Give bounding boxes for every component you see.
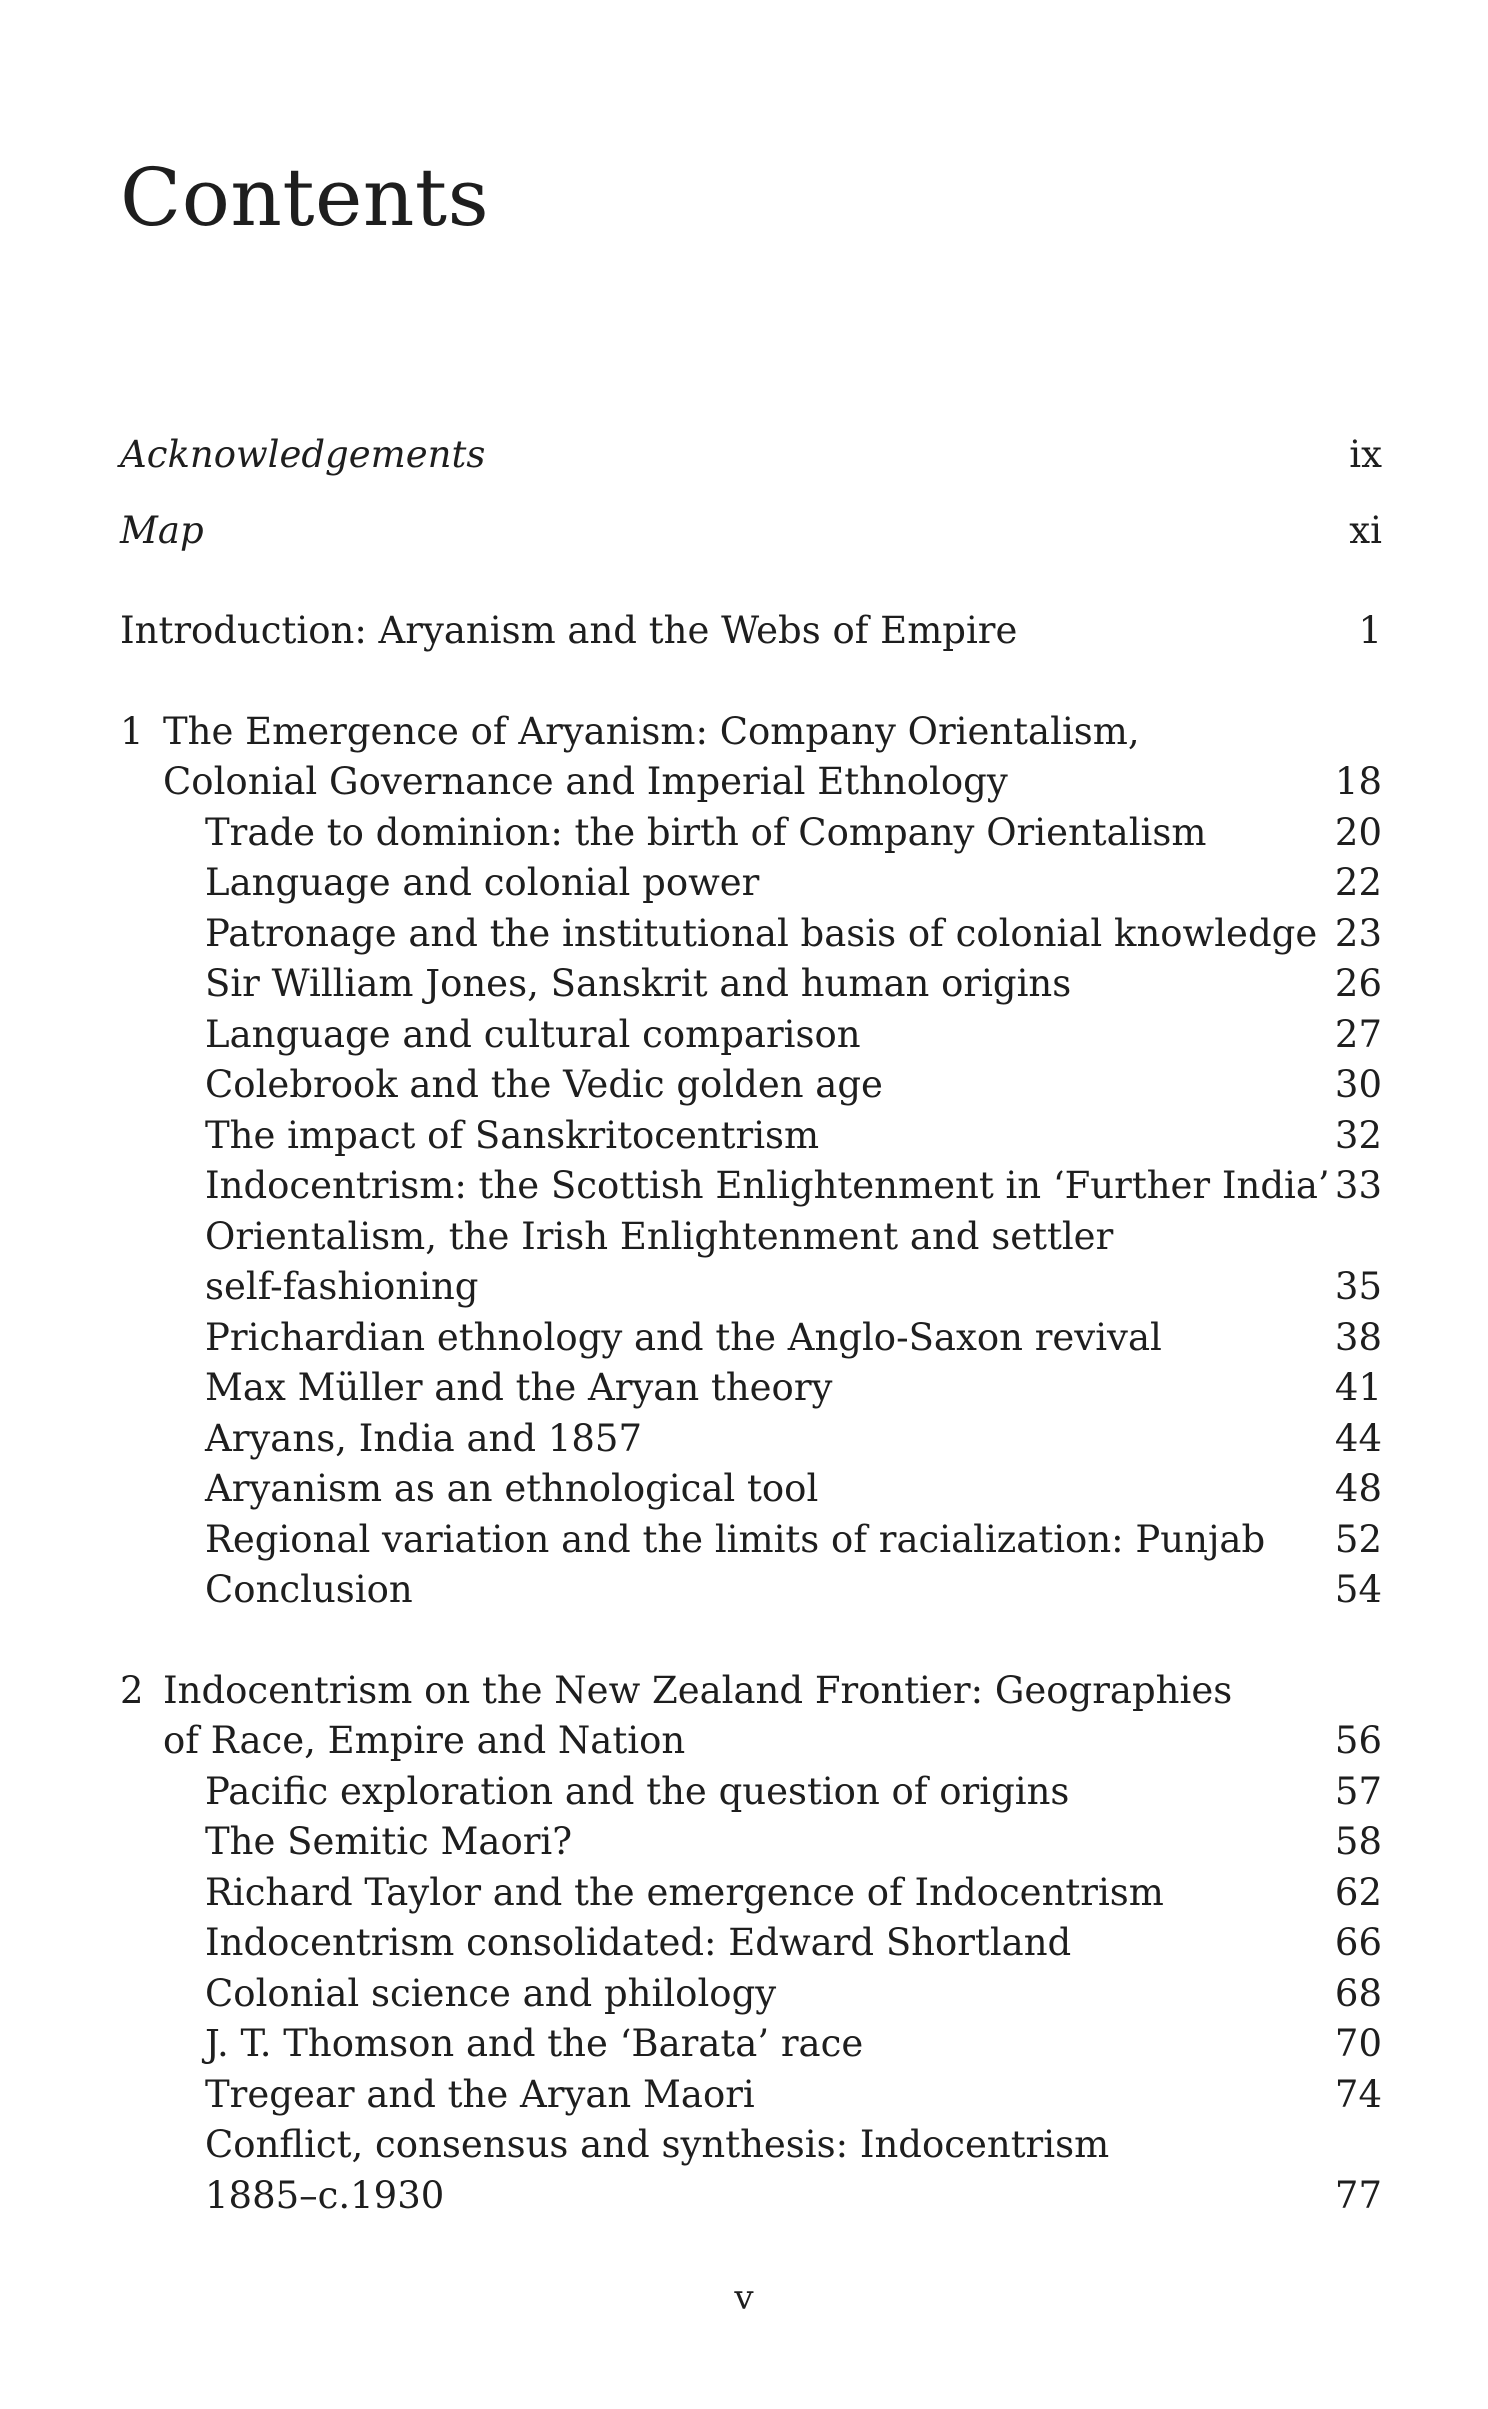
toc-entry-title: Acknowledgements — [120, 433, 486, 476]
section-entry — [120, 1060, 1382, 1111]
section-page: 44 — [1334, 1416, 1382, 1460]
chapter-heading — [120, 707, 1382, 758]
chapter-number: 1 — [120, 709, 144, 753]
section-entry — [120, 1817, 1382, 1868]
section-page: 26 — [1334, 962, 1382, 1005]
section-page: 66 — [1334, 1921, 1382, 1964]
chapter-page: 56 — [1334, 1719, 1382, 1762]
section-page: 33 — [1334, 1164, 1382, 1207]
section-entry — [120, 1313, 1382, 1364]
section-title: Orientalism, the Irish Enlightenment and settler — [205, 1214, 1114, 1258]
section-entry — [120, 1212, 1382, 1263]
section-page: 41 — [1334, 1366, 1382, 1409]
section-page: 32 — [1334, 1113, 1382, 1157]
section-entry — [120, 1111, 1382, 1162]
section-entry — [120, 1767, 1382, 1818]
toc-entry-map — [120, 506, 1382, 557]
section-entry — [120, 2120, 1382, 2171]
section-page: 57 — [1334, 1769, 1382, 1813]
section-title: Patronage and the institutional basis of colonial knowledge — [205, 911, 1318, 955]
section-entry — [120, 1515, 1382, 1566]
section-entry — [120, 2019, 1382, 2070]
section-title: Regional variation and the limits of racialization: Punjab — [205, 1517, 1266, 1561]
section-page: 58 — [1334, 1820, 1382, 1863]
section-page: 22 — [1334, 861, 1382, 904]
section-page: 52 — [1334, 1517, 1382, 1561]
table-of-contents — [120, 430, 1382, 2221]
section-title: Language and colonial power — [205, 861, 760, 904]
chapter-title-line: Indocentrism on the New Zealand Frontier: Geographies — [163, 1668, 1233, 1712]
section-title: Conclusion — [205, 1568, 413, 1611]
toc-entry-introduction — [120, 606, 1382, 657]
section-page: 62 — [1334, 1870, 1382, 1914]
section-page: 70 — [1334, 2022, 1382, 2065]
section-page: 38 — [1334, 1315, 1382, 1359]
section-entry — [120, 1161, 1382, 1212]
section-title: Indocentrism: the Scottish Enlightenment in ‘Further India’ — [205, 1164, 1330, 1207]
section-title: Conflict, consensus and synthesis: Indocentrism — [205, 2123, 1110, 2166]
section-title: Aryans, India and 1857 — [205, 1416, 642, 1460]
toc-entry-page: ix — [1349, 433, 1382, 476]
section-title: Trade to dominion: the birth of Company Orientalism — [205, 810, 1207, 854]
toc-entry-title: Introduction: Aryanism and the Webs of Empire — [120, 609, 1018, 652]
page-number: v — [734, 2278, 754, 2318]
section-title: Max Müller and the Aryan theory — [205, 1366, 833, 1409]
section-title: Sir William Jones, Sanskrit and human origins — [205, 962, 1072, 1005]
section-page: 68 — [1334, 1971, 1382, 2015]
section-page: 27 — [1334, 1012, 1382, 1056]
section-page: 77 — [1334, 2173, 1382, 2217]
section-title: Richard Taylor and the emergence of Indocentrism — [205, 1870, 1164, 1914]
section-title: The Semitic Maori? — [205, 1820, 573, 1863]
section-title: J. T. Thomson and the ‘Barata’ race — [205, 2022, 864, 2065]
toc-entry-page: xi — [1349, 508, 1382, 552]
toc-entry-title: Map — [120, 508, 204, 552]
section-title: The impact of Sanskritocentrism — [205, 1113, 820, 1157]
section-entry — [120, 1262, 1382, 1313]
section-entry — [120, 1969, 1382, 2020]
chapter-list — [120, 707, 1382, 2222]
chapter-title-line: Colonial Governance and Imperial Ethnology — [163, 760, 1008, 803]
chapter-title-line: of Race, Empire and Nation — [163, 1719, 686, 1762]
chapter-number: 2 — [120, 1668, 144, 1712]
section-title: Tregear and the Aryan Maori — [205, 2072, 755, 2116]
chapter-heading — [120, 1666, 1382, 1717]
section-entry — [120, 909, 1382, 960]
section-page: 23 — [1334, 911, 1382, 955]
section-title: Language and cultural comparison — [205, 1012, 861, 1056]
section-page: 74 — [1334, 2072, 1382, 2116]
section-title: Prichardian ethnology and the Anglo-Saxon revival — [205, 1315, 1162, 1359]
section-entry — [120, 1414, 1382, 1465]
chapter-heading-continued — [120, 757, 1382, 808]
section-entry — [120, 1464, 1382, 1515]
section-entry — [120, 1868, 1382, 1919]
section-title: 1885–c.1930 — [205, 2173, 445, 2217]
section-entry — [120, 1363, 1382, 1414]
toc-entry-acknowledgements — [120, 430, 1382, 481]
section-page: 30 — [1334, 1063, 1382, 1106]
section-title: Colebrook and the Vedic golden age — [205, 1063, 883, 1106]
section-entry — [120, 1918, 1382, 1969]
section-entry — [120, 2171, 1382, 2222]
section-title: Pacific exploration and the question of origins — [205, 1769, 1070, 1813]
section-entry — [120, 1010, 1382, 1061]
section-title: Aryanism as an ethnological tool — [205, 1467, 819, 1510]
section-page: 35 — [1334, 1265, 1382, 1308]
section-page: 20 — [1334, 810, 1382, 854]
chapter-heading-continued — [120, 1716, 1382, 1767]
chapter-page: 18 — [1334, 760, 1382, 803]
section-title: self-fashioning — [205, 1265, 479, 1308]
section-title: Colonial science and philology — [205, 1971, 777, 2015]
chapter-title-line: The Emergence of Aryanism: Company Orientalism, — [163, 709, 1140, 753]
section-page: 54 — [1334, 1568, 1382, 1611]
section-entry — [120, 1565, 1382, 1616]
page-title: Contents — [120, 151, 490, 244]
toc-entry-page: 1 — [1358, 609, 1382, 652]
section-entry — [120, 808, 1382, 859]
section-entry — [120, 959, 1382, 1010]
section-title: Indocentrism consolidated: Edward Shortland — [205, 1921, 1072, 1964]
section-entry — [120, 2070, 1382, 2121]
section-entry — [120, 858, 1382, 909]
section-page: 48 — [1334, 1467, 1382, 1510]
